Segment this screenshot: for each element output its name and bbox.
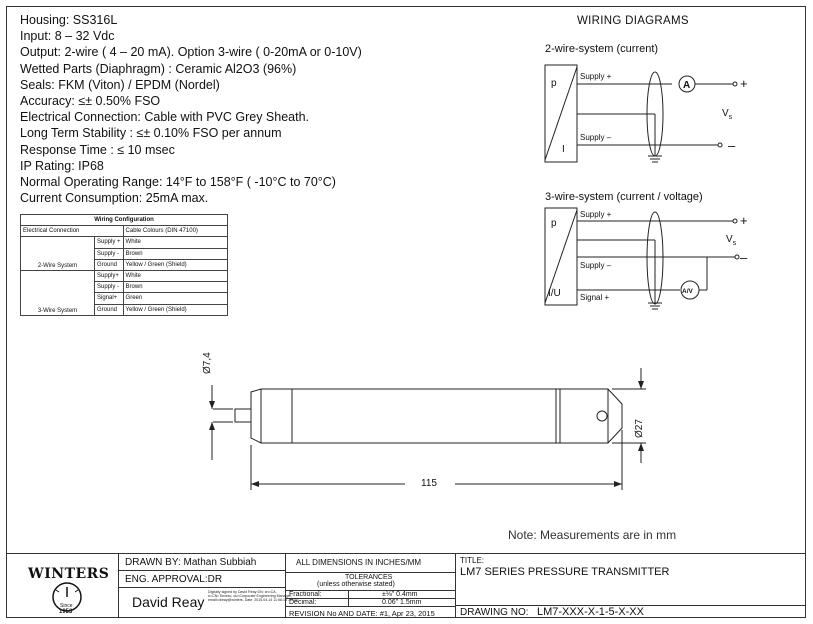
measurement-note: Note: Measurements are in mm [508,528,677,542]
length-label: 115 [421,478,437,489]
tolerances-label: TOLERANCES [345,574,393,581]
since-label: Since [60,603,73,609]
fractional-label: Fractional: [289,591,322,598]
table-cell: Ground [95,304,124,315]
meter-letter: A/V [682,288,693,295]
large-diameter-label: Ø27 [634,419,645,438]
table-cell: Yellow / Green (Shield) [123,259,227,270]
iu-label: I/U [548,288,561,299]
table-cell: Brown [123,282,227,293]
table-cell: Supply + [95,237,124,248]
vent-hole [597,411,607,421]
two-wire-title: 2-wire-system (current) [545,43,659,55]
system-label: 2-Wire System [21,237,95,271]
table-cell: Supply - [95,282,124,293]
table-cell: Green [123,293,227,304]
spec-line: Current Consumption: 25mA max. [20,191,209,206]
spec-line: Normal Operating Range: 14°F to 158°F ( -10°C to 70°C) [20,175,336,190]
table-cell: Signal+ [95,293,124,304]
decimal-label: Decimal: [289,599,317,606]
spec-line: Accuracy: ≤± 0.50% FSO [20,94,161,109]
tolerances-note: (unless otherwise stated) [317,581,395,588]
supply-minus-label: Supply – [580,133,612,142]
table-cell: Yellow / Green (Shield) [123,304,227,315]
spec-line: Output: 2-wire ( 4 – 20 mA). Option 3-wire ( 0-20mA or 0-10V) [20,45,362,60]
spec-line: Response Time : ≤ 10 msec [20,142,175,157]
small-diameter-label: Ø7,4 [202,352,213,374]
ammeter-letter: A [683,80,691,91]
dimensions-note: ALL DIMENSIONS IN INCHES/MM [296,558,422,567]
spec-line: Wetted Parts (Diaphragm) : Ceramic Al2O3 (96%) [20,61,297,76]
title-block-top [6,553,806,554]
sensor-body [251,389,622,443]
drawing-no-label: DRAWING NO: [460,607,529,618]
table-cell: Supply - [95,248,124,259]
vs-label: $V_s$ [726,234,737,247]
spec-line: Housing: SS316L [20,13,118,27]
table-header: Electrical Connection [21,226,124,237]
table-header: Cable Colours (DIN 47100) [123,226,227,237]
year-label: 1953 [59,609,73,615]
title-label: TITLE: [460,556,485,565]
sensor-drawing [212,368,646,490]
vs-label: $V_s$ [722,108,733,121]
i-label: I [562,144,565,155]
signal-plus-label: Signal + [580,293,610,302]
p-label: p [551,218,557,229]
table-cell: Brown [123,248,227,259]
spec-line: Electrical Connection: Cable with PVC Grey Sheath. [20,110,310,125]
table-cell: White [123,237,227,248]
p-label: p [551,78,557,89]
supply-plus-label: Supply + [580,210,612,219]
cable-stub [235,409,251,422]
decimal-value: 0.06" 1.5mm [382,599,422,606]
table-cell: White [123,270,227,281]
spec-line: Input: 8 – 32 Vdc [20,29,115,44]
spec-line: Seals: FKM (Viton) / EPDM (Nordel) [20,77,220,92]
revision: REVISION No AND DATE: #1, Apr 23, 2015 [289,609,435,618]
plus-sign: + [740,76,748,91]
three-wire-diagram [545,208,739,309]
wiring-diagrams-title: WIRING DIAGRAMS [577,15,689,27]
drawn-by: DRAWN BY: Mathan Subbiah [125,557,257,568]
spec-line: Long Term Stability : ≤± 0.10% FSO per annum [20,126,282,141]
winters-logo-text: WINTERS [28,566,110,582]
dimension-arrows [209,381,644,487]
table-cell: Ground [95,259,124,270]
drawing-title: LM7 SERIES PRESSURE TRANSMITTER [460,566,670,578]
minus-sign: – [728,138,736,153]
table-cell: Supply+ [95,270,124,281]
eng-approval: ENG. APPROVAL:DR [125,574,223,585]
system-label: 3-Wire System [21,270,95,315]
supply-minus-label: Supply – [580,261,612,270]
plus-sign: + [740,213,748,228]
spec-line: IP Rating: IP68 [20,158,104,173]
three-wire-title: 3-wire-system (current / voltage) [545,191,703,203]
two-wire-diagram [545,65,737,162]
transmitter-diagonal [545,67,577,160]
signature-note: Digitally signed by David Reay DN: cn=CA, o=CN=Toronto, ou=Corporate Engineering Manager, email=dreay@winters. Date: 2015.04.14 11:58:16 -04'00' [208,590,299,603]
drawing-number: LM7-XXX-X-1-5-X-XX [537,606,644,618]
supply-plus-label: Supply + [580,72,612,81]
fractional-value: ±⅛" 0.4mm [382,591,418,598]
minus-sign: – [740,250,748,265]
signature: David Reay [132,594,205,610]
table-title: Wiring Configuration [21,215,228,226]
